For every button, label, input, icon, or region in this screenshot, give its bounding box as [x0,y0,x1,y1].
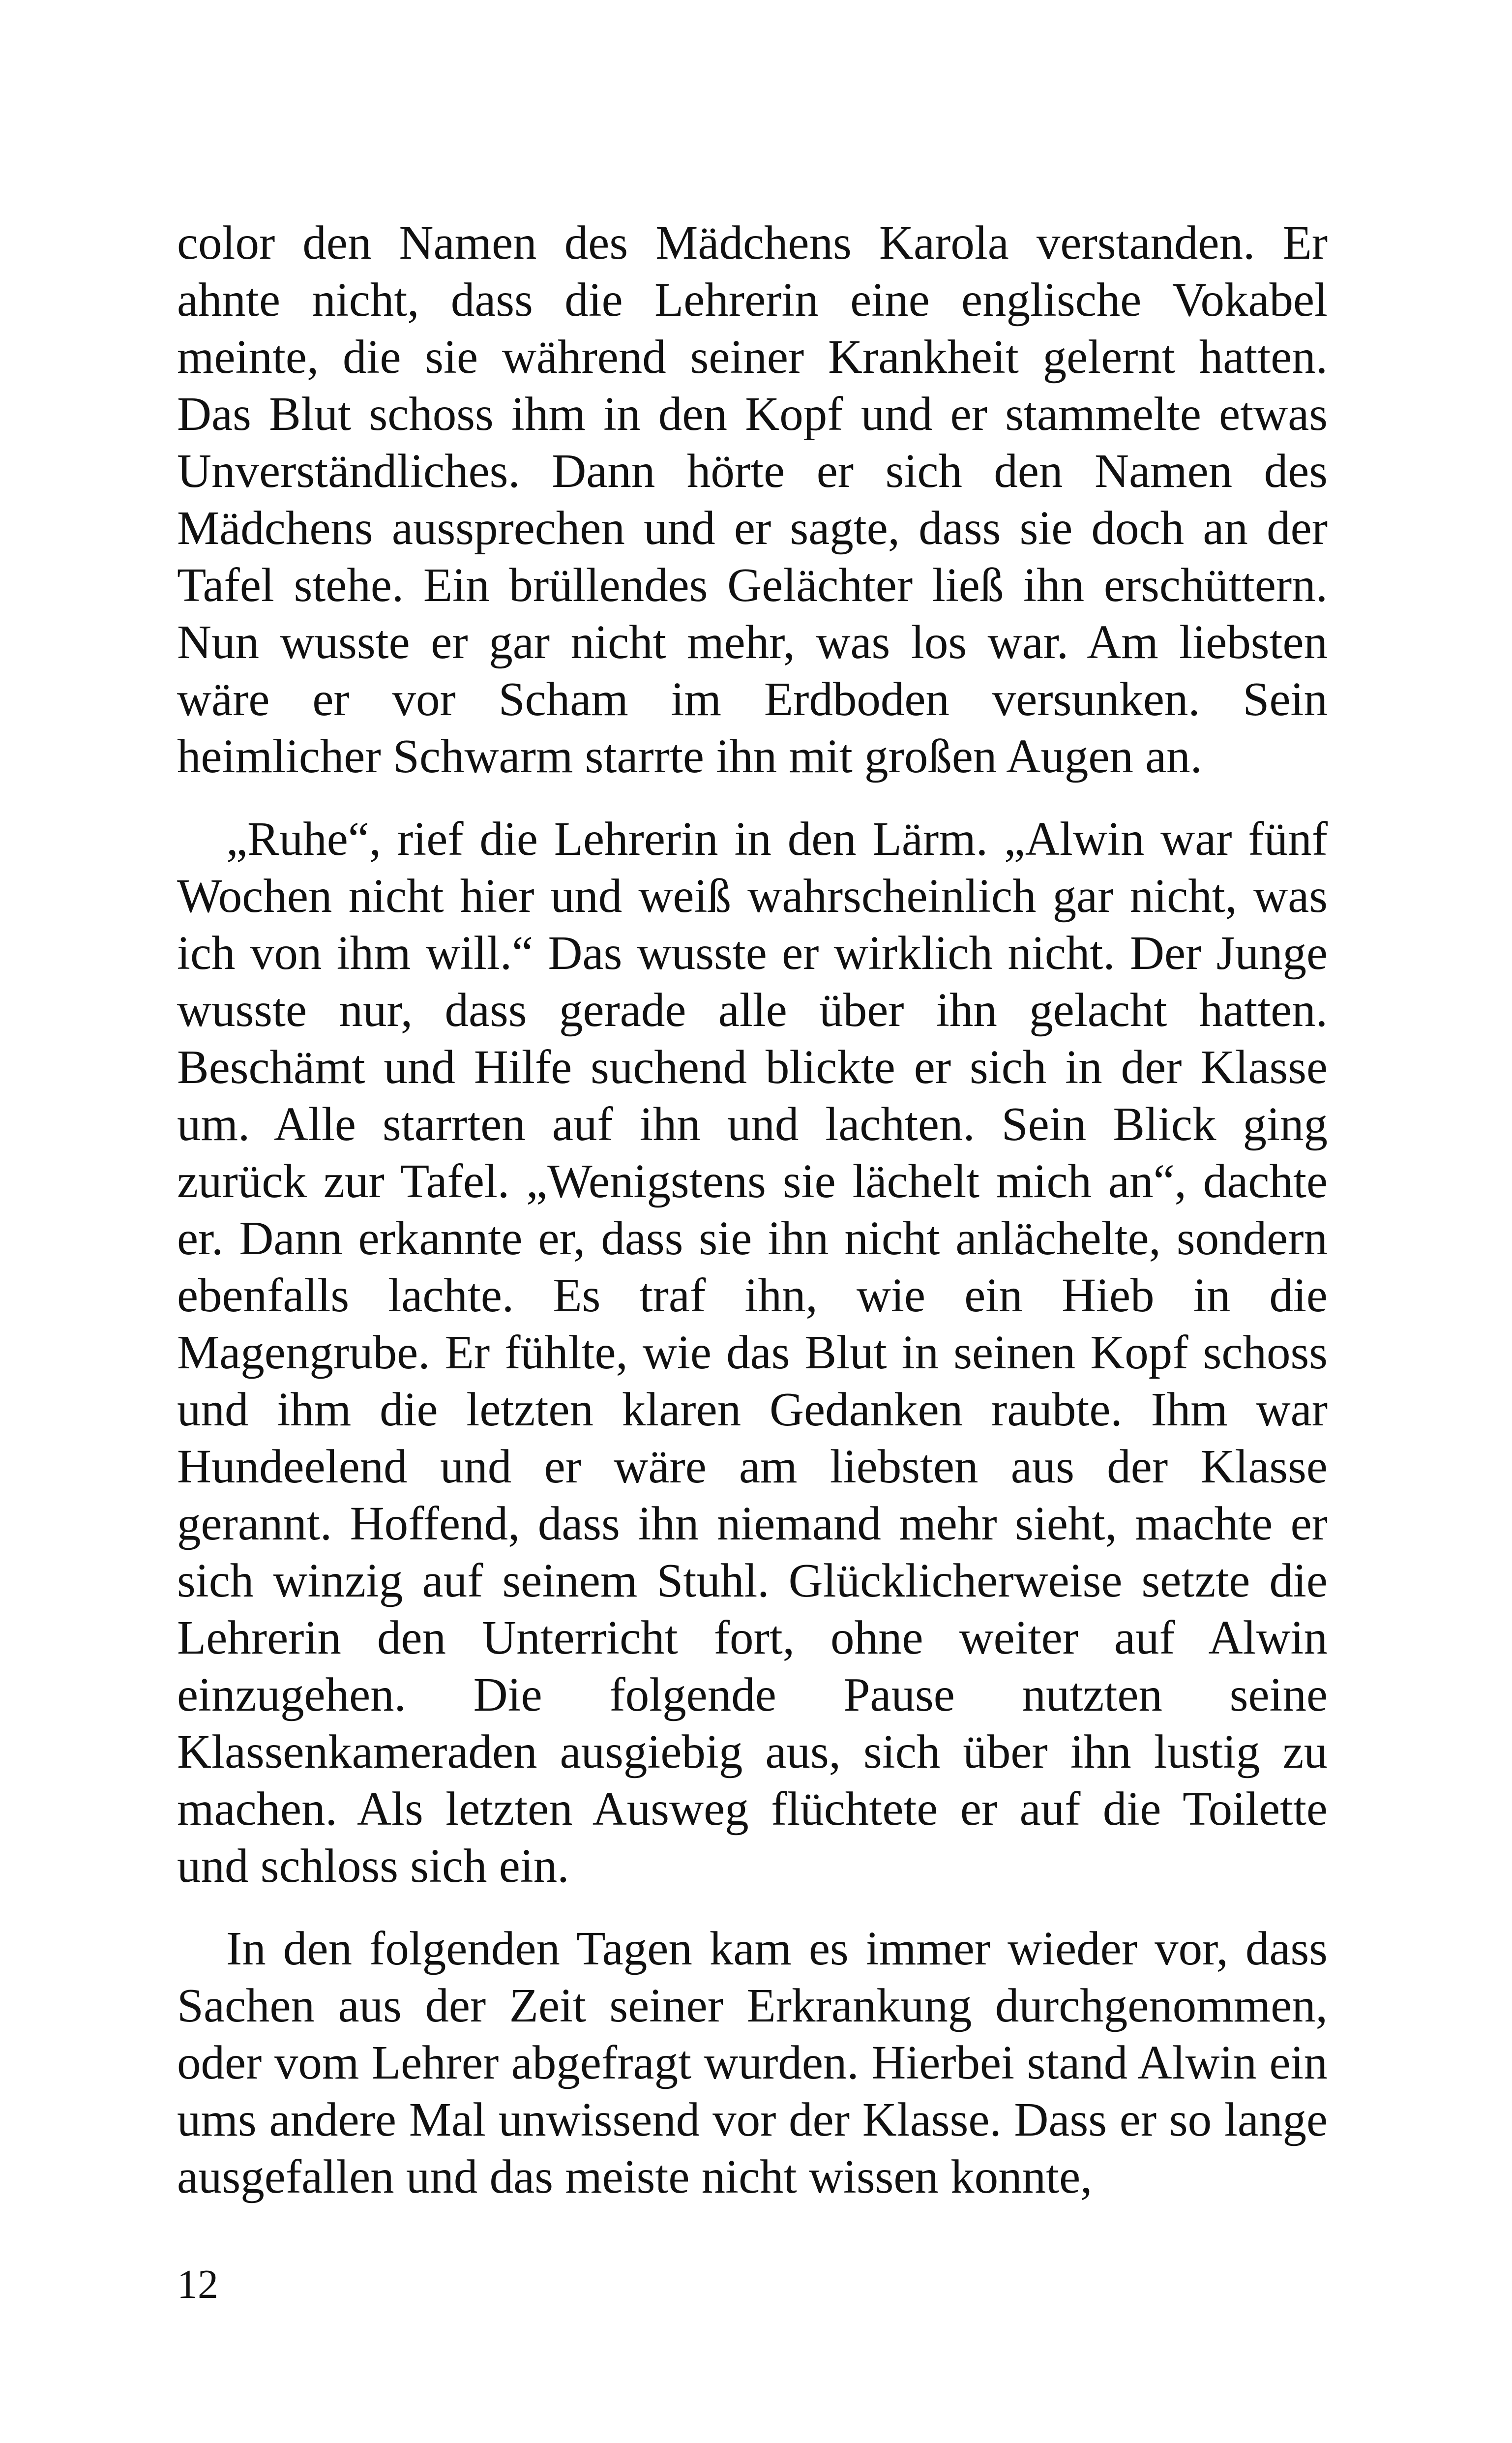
book-page-text [177,214,1328,2205]
paragraph-1: color den Namen des Mädchens Karola verstanden. Er ahnte nicht, dass die Lehrerin eine englische Vokabel meinte, die sie während seiner Krankheit gelernt hatten. Das Blut schoss ihm in den Kopf und er stammelte etwas Unverständliches. Dann hörte er sich den Namen des Mädchens aussprechen und er sagte, dass sie doch an der Tafel stehe. Ein brüllendes Gelächter ließ ihn erschüttern. Nun wusste er gar nicht mehr, was los war. Am liebsten wäre er vor Scham im Erdboden versunken. Sein heimlicher Schwarm starrte ihn mit großen Augen an. [177,216,1328,783]
page-number: 12 [177,2262,218,2307]
paragraph-3: In den folgenden Tagen kam es immer wieder vor, dass Sachen aus der Zeit seiner Erkrankung durchgenommen, oder vom Lehrer abgefragt wurden. Hierbei stand Alwin ein ums andere Mal unwissend vor der Klasse. Dass er so lange ausgefallen und das meiste nicht wissen konnte, [177,1922,1328,2203]
paragraph-2: „Ruhe“, rief die Lehrerin in den Lärm. „Alwin war fünf Wochen nicht hier und weiß wahrscheinlich gar nicht, was ich von ihm will.“ Das wusste er wirklich nicht. Der Junge wusste nur, dass gerade alle über ihn gelacht hatten. Beschämt und Hilfe suchend blickte er sich in der Klasse um. Alle starrten auf ihn und lachten. Sein Blick ging zurück zur Tafel. „Wenigstens sie lächelt mich an“, dachte er. Dann erkannte er, dass sie ihn nicht anlächelte, sondern ebenfalls lachte. Es traf ihn, wie ein Hieb in die Magengrube. Er fühlte, wie das Blut in seinen Kopf schoss und ihm die letzten klaren Gedanken raubte. Ihm war Hundeelend und er wäre am liebsten aus der Klasse gerannt. Hoffend, dass ihn niemand mehr sieht, machte er sich winzig auf seinem Stuhl. Glücklicherweise setzte die Lehrerin den Unterricht fort, ohne weiter auf Alwin einzugehen. Die folgende Pause nutzten seine Klassenkameraden ausgiebig aus, sich über ihn lustig zu machen. Als letzten Ausweg flüchtete er auf die Toilette und schloss sich ein. [177,813,1328,1892]
